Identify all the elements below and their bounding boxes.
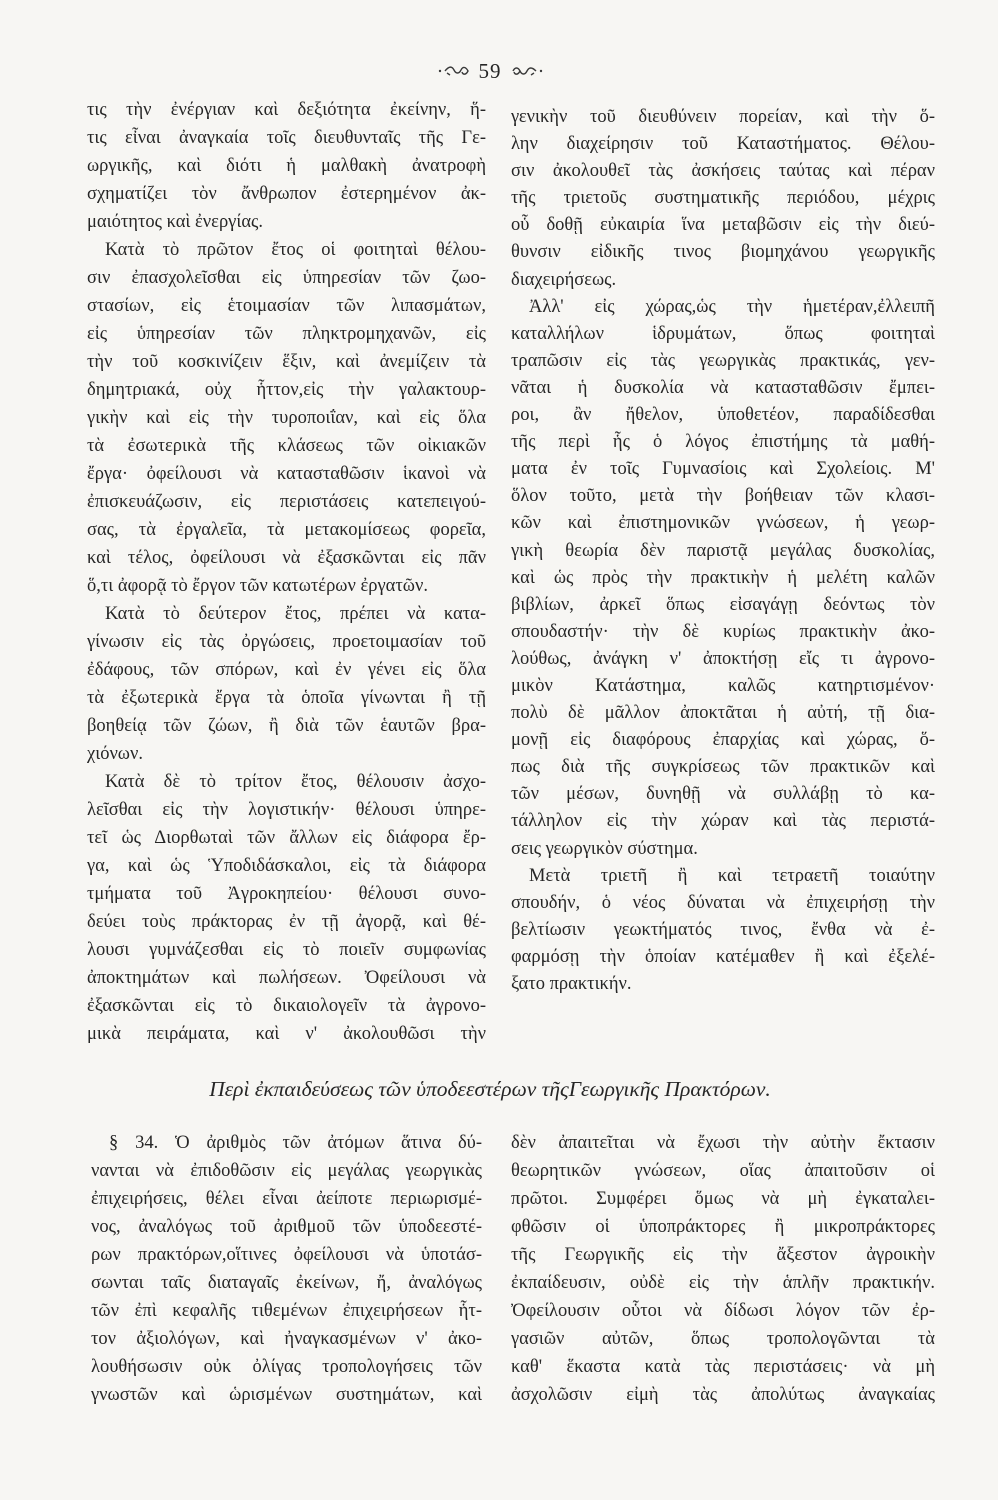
paragraph — [91, 1129, 482, 1409]
ornament-flourish-left-icon — [437, 64, 471, 78]
text-line: σπουδαστήν· τὴν δὲ κυρίως πρακτικὴν ἀκο- — [511, 621, 935, 642]
text-line: σπουδήν, ὁ νέος δύναται νὰ ἐπιχειρήσῃ τὴν — [511, 892, 935, 913]
text-line: καὶ ὡς πρὸς τὴν πρακτικὴν ἡ μελέτη καλῶν — [511, 567, 935, 588]
text-line: γα, καὶ ὡς Ὑποδιδάσκαλοι, εἰς τὰ διάφορα — [87, 856, 486, 876]
column-top-right — [511, 104, 935, 998]
text-line: νανται νὰ ἐπιδοθῶσιν εἰς μεγάλας γεωργικὰς — [91, 1161, 482, 1181]
page-number: 59 — [478, 58, 502, 83]
text-line: γικὴ θεωρία δὲν παριστᾷ μεγάλας δυσκολίας, — [511, 540, 935, 561]
text-line: ξατο πρακτικήν. — [511, 974, 632, 994]
text-line: γικὴν καὶ εἰς τὴν τυροποιΐαν, καὶ εἰς ὅλα — [87, 408, 486, 428]
text-line: βελτίωσιν γεωκτήματός τινος, ἔνθα νὰ ἐ- — [511, 919, 935, 940]
text-line: μικὸν Κατάστημα, καλῶς κατηρτισμένον· — [511, 675, 935, 696]
text-line: ροι, ἂν ἤθελον, ὑποθετέον, παραδίδεσθαι — [511, 405, 935, 426]
text-line: δὲν ἀπαιτεῖται νὰ ἔχωσι τὴν αὐτὴν ἔκτασιν — [511, 1133, 935, 1153]
text-line: καὶ τέλος, ὀφείλουσι νὰ ἐξασκῶνται εἰς πᾶν — [87, 548, 486, 568]
text-line: ἐπισκευάζωσιν, εἰς περιστάσεις κατεπειγού- — [87, 492, 486, 512]
text-line: φθῶσιν οἱ ὑποπράκτορες ἢ μικροπράκτορες — [511, 1217, 935, 1237]
text-line: εἰς ὑπηρεσίαν τῶν πληκτρομηχανῶν, εἰς — [87, 324, 486, 344]
text-line: βιβλίων, ἀρκεῖ ὅπως εἰσαγάγῃ δεόντως τὸν — [511, 594, 935, 615]
text-line: νᾶται ἡ δυσκολία νὰ κατασταθῶσιν ἔμπει- — [511, 377, 935, 398]
text-line: μικὰ πειράματα, καὶ ν' ἀκολουθῶσι τὴν — [87, 1024, 486, 1044]
text-line: σχηματίζει τὸν ἄνθρωπον ἐστερημένον ἀκ- — [87, 184, 486, 204]
text-line: τμήματα τοῦ Ἀγροκηπείου· θέλουσι συνο- — [87, 884, 486, 904]
column-bottom-right — [511, 1129, 935, 1409]
ornament-flourish-right-icon — [510, 64, 544, 78]
text-line: τῶν μέσων, δυνηθῇ νὰ συλλάβῃ τὸ κα- — [511, 784, 935, 805]
text-line: τάλληλον εἰς τὴν χώραν καὶ τὰς περιστά- — [511, 811, 935, 832]
paragraph — [511, 294, 935, 863]
text-line: λούθως, ἀνάγκη ν' ἀποκτήσῃ εἴς τι ἀγρονο- — [511, 648, 935, 669]
text-line: μαιότητος καὶ ἐνεργίας. — [87, 212, 263, 232]
text-line: ἔργα· ὀφείλουσι νὰ κατασταθῶσιν ἱκανοὶ νὰ — [87, 464, 486, 484]
text-line: πως διὰ τῆς συγκρίσεως τῶν πρακτικῶν καὶ — [511, 757, 935, 778]
text-line: § 34. Ὁ ἀριθμὸς τῶν ἀτόμων ἅτινα δύ- — [109, 1133, 482, 1153]
text-line: γενικὴν τοῦ διευθύνειν πορείαν, καὶ τὴν ὅ- — [511, 107, 935, 127]
text-line: τὴν τοῦ κοσκινίζειν ἕξιν, καὶ ἀνεμίζειν τὰ — [87, 352, 486, 372]
text-line: Μετὰ τριετῆ ἢ καὶ τετραετῆ τοιαύτην — [529, 865, 935, 886]
text-line: χιόνων. — [87, 744, 143, 764]
text-line: τεῖ ὡς Διορθωταὶ τῶν ἄλλων εἰς διάφορα ἔρ- — [87, 828, 486, 848]
column-bottom-left — [91, 1129, 482, 1409]
text-line: τῶν ἐπὶ κεφαλῆς τιθεμένων ἐπιχειρήσεων ἧτ- — [91, 1301, 482, 1321]
column-top-left — [87, 96, 486, 1048]
paragraph — [511, 863, 935, 998]
text-line: ἐπιχειρήσεις, θέλει εἶναι ἀείποτε περιωρισμέ- — [91, 1189, 482, 1209]
paragraph — [511, 1129, 935, 1409]
text-line: καταλλήλων ἱδρυμάτων, ὅπως φοιτηταὶ — [511, 323, 935, 344]
text-line: λουσι γυμνάζεσθαι εἰς τὸ ποιεῖν συμφωνίας — [87, 940, 486, 960]
text-line: Κατὰ δὲ τὸ τρίτον ἔτος, θέλουσιν ἀσχο- — [105, 772, 486, 792]
text-line: τὰ ἐξωτερικὰ ἔργα τὰ ὁποῖα γίνωνται ἢ τῇ — [87, 688, 486, 708]
paragraph — [87, 96, 486, 236]
text-line: δεύει τοὺς πράκτορας ἐν τῇ ἀγορᾷ, καὶ θέ- — [87, 912, 486, 932]
text-line: οὗ δοθῇ εὐκαιρία ἵνα μεταβῶσιν εἰς τὴν διεύ- — [511, 215, 935, 236]
text-line: σας, τὰ ἐργαλεῖα, τὰ μετακομίσεως φορεῖα, — [87, 520, 486, 540]
text-line: ωργικῆς, καὶ διότι ἡ μαλθακὴ ἀνατροφὴ — [87, 156, 486, 176]
text-line: ἐκπαίδευσιν, οὐδὲ εἰς τὴν ἁπλῆν πρακτικήν. — [511, 1273, 935, 1293]
text-line: θυνσιν εἰδικῆς τινος βιομηχάνου γεωργικῆς — [511, 242, 935, 263]
text-line: Ἀλλ' εἰς χώρας,ὡς τὴν ἡμετέραν,ἐλλειπῆ — [529, 296, 935, 317]
text-line: καθ' ἕκαστα κατὰ τὰς περιστάσεις· νὰ μὴ — [511, 1357, 935, 1377]
text-line: στασίων, εἰς ἑτοιμασίαν τῶν λιπασμάτων, — [87, 296, 486, 316]
text-line: σιν ἀκολουθεῖ τὰς ἀσκήσεις ταύτας καὶ πέραν — [511, 161, 935, 182]
paragraph — [511, 104, 935, 294]
text-line: Ὀφείλουσιν οὗτοι νὰ δίδωσι λόγον τῶν ἐρ- — [511, 1301, 935, 1321]
text-line: λην διαχείρησιν τοῦ Καταστήματος. Θέλου- — [511, 134, 935, 155]
text-line: τις εἶναι ἀναγκαία τοῖς διευθυνταῖς τῆς Γε- — [87, 128, 486, 148]
text-line: γίνωσιν εἰς τὰς ὀργώσεις, προετοιμασίαν τοῦ — [87, 632, 486, 652]
text-line: τὰ ἐσωτερικὰ τῆς κλάσεως τῶν οἰκιακῶν — [87, 436, 486, 456]
text-line: ματα ἐν τοῖς Γυμνασίοις καὶ Σχολείοις. Μ' — [511, 459, 935, 480]
text-line: σωνται ταῖς διαταγαῖς ἐκείνων, ἤ, ἀναλόγως — [91, 1273, 482, 1293]
paragraph — [87, 236, 486, 600]
text-line: ἀποκτημάτων καὶ πωλήσεων. Ὀφείλουσι νὰ — [87, 968, 486, 988]
text-line: σιν ἐπασχολεῖσθαι εἰς ὑπηρεσίαν τῶν ζωο- — [87, 268, 486, 288]
text-line: ὅλον τοῦτο, μετὰ τὴν βοήθειαν τῶν κλασι- — [511, 486, 935, 507]
text-line: τῆς τριετοῦς συστηματικῆς περιόδου, μέχρις — [511, 188, 935, 209]
text-line: ἀσχολῶσιν εἰμὴ τὰς ἀπολύτως ἀναγκαίας — [511, 1385, 935, 1405]
text-line: ὅ,τι ἀφορᾷ τὸ ἔργον τῶν κατωτέρων ἐργατῶν. — [87, 576, 428, 596]
paragraph — [87, 600, 486, 768]
text-line: γασιῶν αὐτῶν, ὅπως τροπολογῶνται τὰ — [511, 1329, 935, 1349]
text-line: βοηθείᾳ τῶν ζώων, ἢ διὰ τῶν ἑαυτῶν βρα- — [87, 716, 486, 736]
text-line: τις τὴν ἐνέργιαν καὶ δεξιότητα ἐκείνην, ἥ- — [87, 100, 486, 120]
text-line: πρῶτοι. Συμφέρει ὅμως νὰ μὴ ἐγκαταλει- — [511, 1189, 935, 1209]
text-line: ἐδάφους, τῶν σπόρων, καὶ ἐν γένει εἰς ὅλα — [87, 660, 486, 680]
text-line: μονῇ εἰς διαφόρους ἐπαρχίας καὶ χώρας, ὅ- — [511, 730, 935, 751]
section-heading: Περὶ ἐκπαιδεύσεως τῶν ὑποδεεστέρων τῆςΓεωργικῆς Πρακτόρων. — [209, 1077, 771, 1101]
text-line: πολὺ δὲ μᾶλλον ἀποκτᾶται ἡ αὐτή, τῇ δια- — [511, 703, 935, 724]
text-line: τῆς Γεωργικῆς εἰς τὴν ἄξεστον ἀγροικὴν — [511, 1245, 935, 1265]
text-line: θεωρητικῶν γνώσεων, οἵας ἀπαιτοῦσιν οἱ — [511, 1161, 935, 1181]
text-line: Κατὰ τὸ πρῶτον ἔτος οἱ φοιτηταὶ θέλου- — [105, 240, 486, 260]
text-line: σεις γεωργικὸν σύστημα. — [511, 838, 698, 859]
text-line: λουθήσωσιν οὐκ ὀλίγας τροπολογήσεις τῶν — [91, 1357, 482, 1377]
text-line: διαχειρήσεως. — [511, 269, 617, 290]
text-line: φαρμόσῃ τὴν ὁποίαν κατέμαθεν ἢ καὶ ἐξελέ- — [511, 946, 935, 967]
text-line: τῆς περὶ ἧς ὁ λόγος ἐπιστήμης τὰ μαθή- — [511, 432, 935, 453]
text-line: τον ἀξιολόγων, καὶ ἠναγκασμένων ν' ἀκο- — [91, 1329, 482, 1349]
text-line: τραπῶσιν εἰς τὰς γεωργικὰς πρακτικάς, γεν- — [511, 350, 935, 371]
text-line: Κατὰ τὸ δεύτερον ἔτος, πρέπει νὰ κατα- — [105, 604, 486, 624]
text-line: νος, ἀναλόγως τοῦ ἀριθμοῦ τῶν ὑποδεεστέ- — [91, 1217, 482, 1237]
text-line: ρων πρακτόρων,οἵτινες ὀφείλουσι νὰ ὑποτάσ- — [91, 1245, 482, 1265]
paragraph — [87, 768, 486, 1048]
text-line: γνωστῶν καὶ ὡρισμένων συστημάτων, καὶ — [91, 1385, 482, 1405]
text-line: δημητριακά, οὐχ ἧττον,εἰς τὴν γαλακτουρ- — [87, 380, 486, 400]
text-line: λεῖσθαι εἰς τὴν λογιστικήν· θέλουσι ὑπηρε- — [87, 800, 486, 820]
page-header — [425, 56, 555, 86]
text-line: ἐξασκῶνται εἰς τὸ δικαιολογεῖν τὰ ἀγρονο- — [87, 996, 486, 1016]
text-line: κῶν καὶ ἐπιστημονικῶν γνώσεων, ἡ γεωρ- — [511, 513, 935, 534]
